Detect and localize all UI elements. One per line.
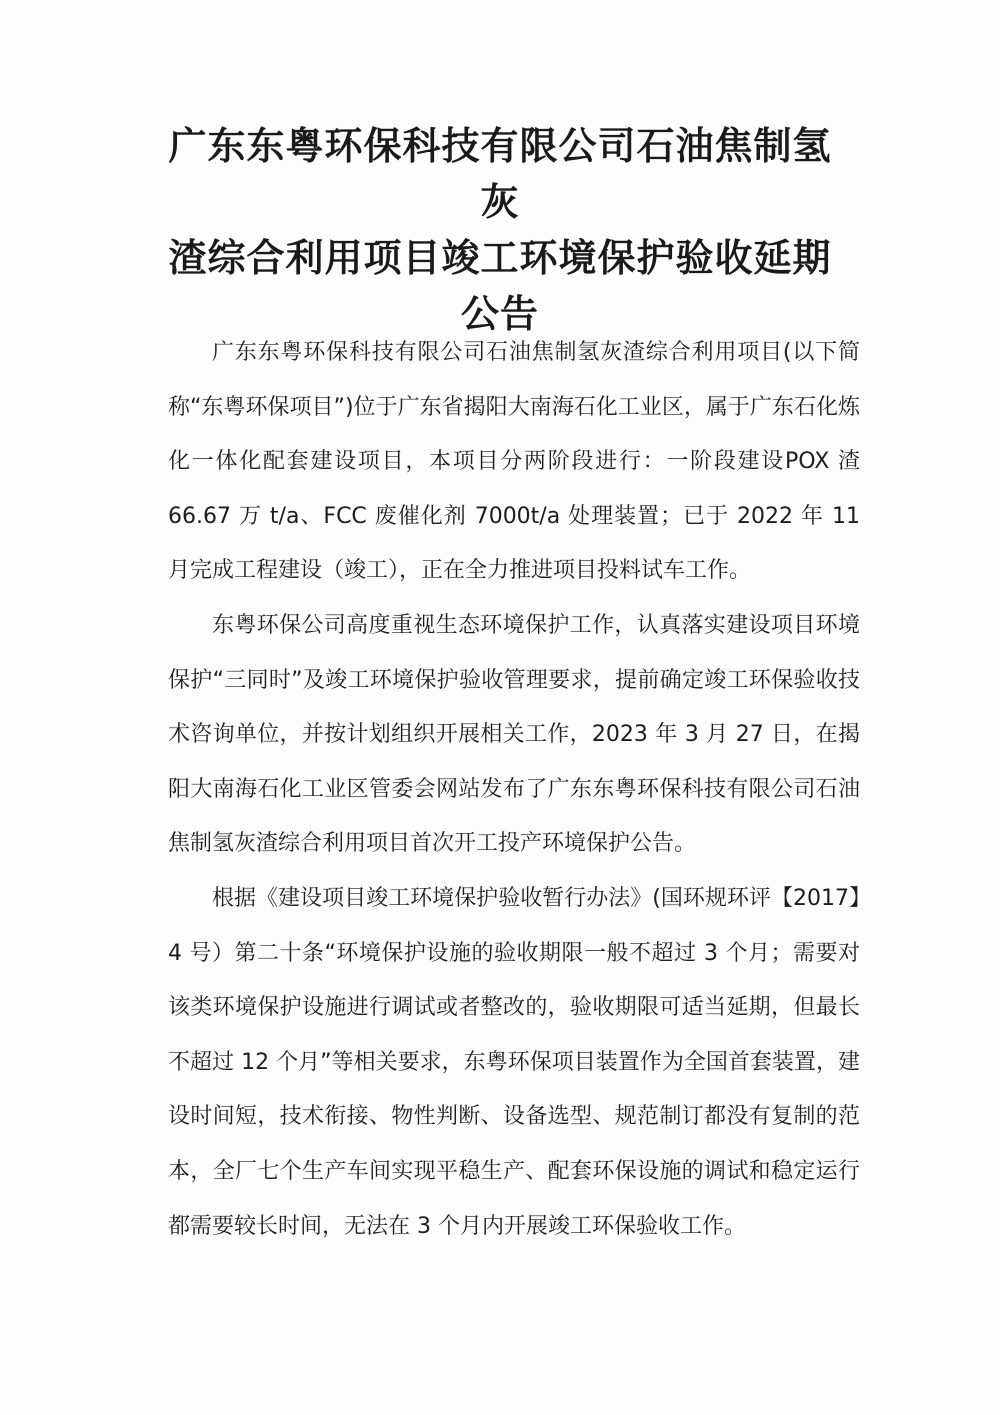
title-line-1: 广东东粤环保科技有限公司石油焦制氢灰 [168,123,832,224]
title-line-3: 公告 [460,291,539,336]
document-body [168,326,860,1254]
paragraph-1: 广东东粤环保科技有限公司石油焦制氢灰渣综合利用项目(以下简称“东粤环保项目”)位于广东省揭阳大南海石化工业区，属于广东石化炼化一体化配套建设项目，本项目分两阶段进行：一阶段建设POX 渣 66.67 万 t/a、FCC 废催化剂 7000t/a 处理装置；已于 2022 年 11 月完成工程建设（竣工），正在全力推进项目投料试车工作。 [168,340,860,584]
title-line-2: 渣综合利用项目竣工环境保护验收延期 [168,235,832,280]
document-title [150,118,850,342]
paragraph-3: 根据《建设项目竣工环境保护验收暂行办法》(国环规环评【2017】4 号）第二十条“环境保护设施的验收期限一般不超过 3 个月；需要对该类环境保护设施进行调试或者整改的，验收期限可适当延期，但最长不超过 12 个月”等相关要求，东粤环保项目装置作为全国首套装置，建设时间短，技术衔接、物性判断、设备选型、规范制订都没有复制的范本，全厂七个生产车间实现平稳生产、配套环保设施的调试和稳定运行都需要较长时间，无法在 3 个月内开展竣工环保验收工作。 [168,885,860,1239]
paragraph-2: 东粤环保公司高度重视生态环境保护工作，认真落实建设项目环境保护“三同时”及竣工环境保护验收管理要求，提前确定竣工环保验收技术咨询单位，并按计划组织开展相关工作，2023 年 3 月 27 日，在揭阳大南海石化工业区管委会网站发布了广东东粤环保科技有限公司石油焦制氢灰渣综合利用项目首次开工投产环境保护公告。 [168,612,860,857]
